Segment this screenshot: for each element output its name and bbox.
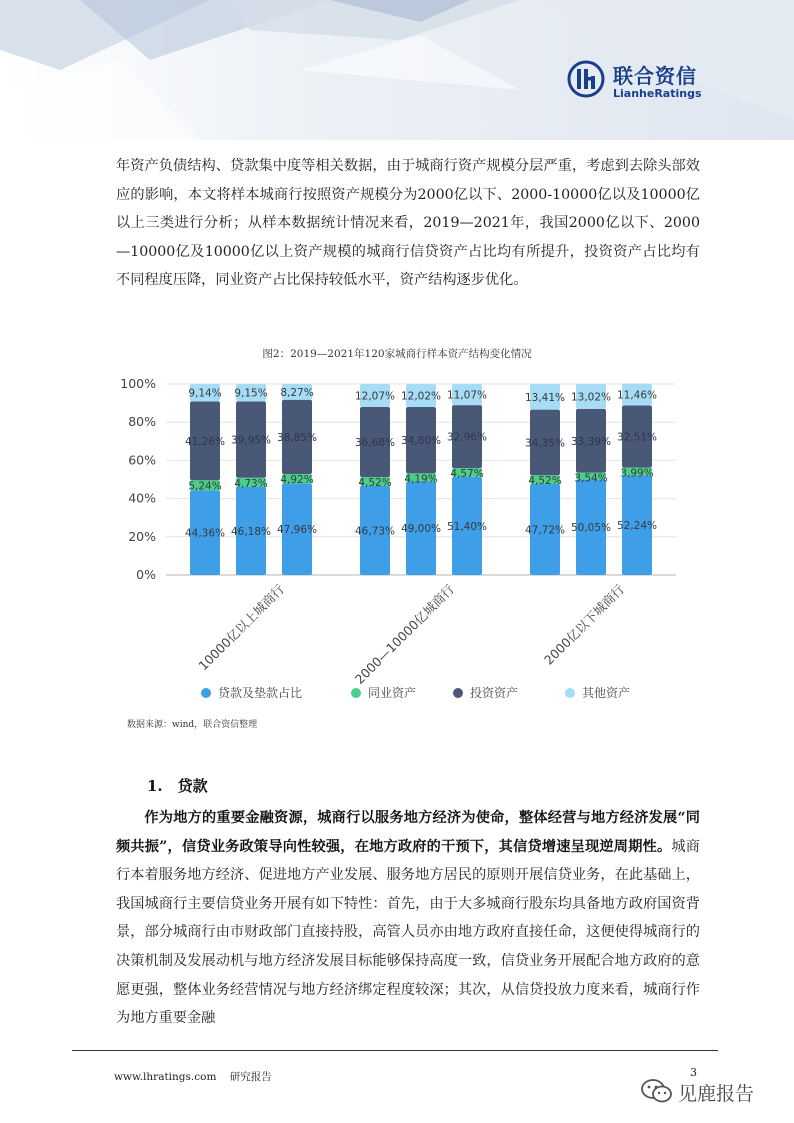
data-label: 12,02% bbox=[400, 390, 442, 403]
intro-paragraph: 年资产负债结构、贷款集中度等相关数据，由于城商行资产规模分层严重，考虑到去除头部效应的影响，本文将样本城商行按照资产规模分为2000亿以下、2000-10000亿以及10000亿以上三类进行分析；从样本数据统计情况来看，2019—2021年，我国2000亿以下、2000—10000亿及10000亿以上资产规模的城商行信贷资产占比均有所提升，投资资产占比均有不同程度压降，同业资产占比保持较低水平，资产结构逐步优化。 bbox=[116, 158, 700, 289]
figure-caption: 图2：2019—2021年120家城商行样本资产结构变化情况 bbox=[262, 348, 532, 360]
watermark-text: 见鹿报告 bbox=[678, 1083, 755, 1105]
data-label: 11,07% bbox=[446, 389, 488, 402]
data-label: 13,41% bbox=[524, 391, 566, 404]
data-label: 3,99% bbox=[620, 467, 654, 480]
data-label: 46,18% bbox=[230, 525, 272, 538]
footer-divider bbox=[72, 1050, 718, 1051]
asset-structure-chart bbox=[118, 372, 700, 712]
y-tick-label: 0% bbox=[136, 567, 156, 582]
page-number: 3 bbox=[690, 1066, 697, 1079]
x-category-label: 2000—10000亿城商行 bbox=[351, 581, 458, 687]
logo-chinese-name: 联合资信 bbox=[613, 64, 697, 88]
loans-paragraph-lead: 作为地方的重要金融资源，城商行以服务地方经济为使命，整体经营与地方经济发展“同频共振”，信贷业务政策导向性较强，在地方政府的干预下，其信贷增速呈现逆周期性。 bbox=[116, 810, 700, 855]
data-label: 32,96% bbox=[446, 431, 488, 444]
legend-label: 贷款及垫款占比 bbox=[218, 686, 303, 700]
legend-label: 投资资产 bbox=[470, 686, 519, 700]
data-label: 5,24% bbox=[188, 480, 222, 493]
data-label: 41,26% bbox=[184, 435, 226, 448]
data-label: 4,57% bbox=[450, 468, 484, 481]
loans-paragraph-body: 城商行本着服务地方经济、促进地方产业发展、服务地方居民的原则开展信贷业务，在此基础上，我国城商行主要信贷业务开展有如下特性：首先，由于大多城商行股东均具备地方政府国资背景，部分城商行由市财政部门直接持股，高管人员亦由地方政府直接任命，这便使得城商行的决策机制及发展动机与地方经济发展目标能够保持高度一致，信贷业务开展配合地方政府的意愿更强，整体业务经营情况与地方经济绑定程度较深；其次，从信贷投放力度来看，城商行作为地方重要金融 bbox=[116, 838, 700, 1027]
data-label: 51,40% bbox=[446, 520, 488, 533]
data-label: 47,96% bbox=[276, 524, 318, 537]
footer-info bbox=[114, 1069, 282, 1084]
data-label: 36,68% bbox=[354, 437, 396, 450]
data-label: 13,02% bbox=[570, 391, 612, 404]
loans-paragraph bbox=[116, 804, 700, 1033]
data-label: 11,46% bbox=[616, 389, 658, 402]
data-label: 39,95% bbox=[230, 434, 272, 447]
wechat-icon bbox=[640, 1078, 674, 1104]
legend-marker bbox=[453, 688, 463, 698]
y-tick-label: 20% bbox=[128, 528, 156, 544]
data-label: 3,54% bbox=[574, 472, 608, 485]
lianhe-logo-icon bbox=[567, 60, 605, 98]
data-label: 52,24% bbox=[616, 520, 658, 533]
footer-website-link[interactable]: www.lhratings.com bbox=[114, 1071, 217, 1083]
data-label: 9,15% bbox=[234, 387, 268, 400]
x-category-label: 10000亿以上城商行 bbox=[195, 581, 288, 674]
section-title: 贷款 bbox=[177, 777, 208, 795]
section-heading bbox=[147, 775, 208, 796]
x-category-label: 2000亿以下城商行 bbox=[540, 581, 628, 668]
data-label: 50,05% bbox=[570, 522, 612, 535]
section-number: 1. bbox=[147, 777, 163, 795]
y-tick-label: 80% bbox=[128, 414, 156, 430]
watermark bbox=[640, 1076, 780, 1106]
data-label: 4,52% bbox=[358, 477, 392, 490]
figure-source: 数据来源：wind，联合资信整理 bbox=[127, 720, 258, 730]
legend-marker bbox=[565, 688, 575, 698]
legend-marker bbox=[201, 688, 211, 698]
footer-label: 研究报告 bbox=[229, 1071, 272, 1083]
legend-label: 其他资产 bbox=[582, 686, 631, 700]
data-label: 46,73% bbox=[354, 525, 396, 538]
legend-marker bbox=[351, 688, 361, 698]
legend-label: 同业资产 bbox=[368, 686, 417, 700]
data-label: 4,73% bbox=[234, 477, 268, 490]
data-label: 12,07% bbox=[354, 390, 396, 403]
data-label: 4,52% bbox=[528, 475, 562, 488]
data-label: 47,72% bbox=[524, 524, 566, 537]
y-tick-label: 60% bbox=[128, 452, 156, 468]
data-label: 32,51% bbox=[616, 431, 658, 444]
y-tick-label: 100% bbox=[120, 376, 156, 391]
data-label: 4,19% bbox=[404, 473, 438, 486]
data-label: 34,35% bbox=[524, 437, 566, 450]
lianhe-logo bbox=[567, 60, 707, 104]
data-label: 44,36% bbox=[184, 527, 226, 540]
data-label: 38,85% bbox=[276, 431, 318, 444]
logo-english-name: LianheRatings bbox=[613, 87, 702, 100]
data-label: 4,92% bbox=[280, 473, 314, 486]
data-label: 9,14% bbox=[188, 387, 222, 400]
y-tick-label: 40% bbox=[128, 490, 156, 506]
data-label: 49,00% bbox=[400, 523, 442, 536]
data-label: 33,39% bbox=[570, 435, 612, 448]
data-label: 8,27% bbox=[280, 386, 314, 399]
data-label: 34,80% bbox=[400, 435, 442, 448]
